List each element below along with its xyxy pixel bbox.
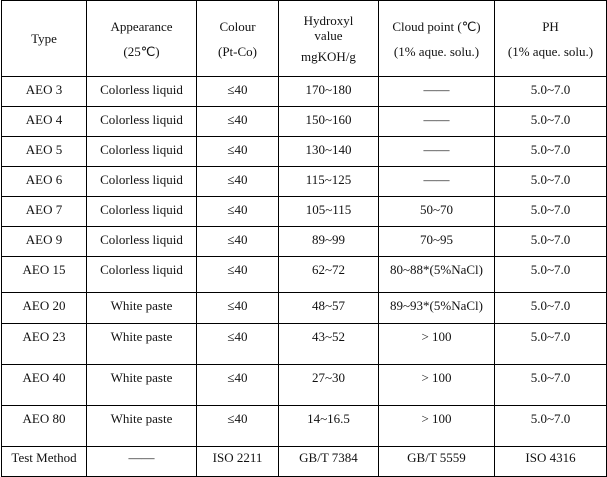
- table-row: [2, 257, 607, 293]
- cell-type: AEO 20: [2, 293, 87, 324]
- header-sublabel: mgKOH/g: [301, 49, 356, 64]
- header-sublabel: (1% aque. solu.): [393, 43, 480, 59]
- cell-colour: ≤40: [197, 406, 279, 447]
- header-label: Type: [31, 31, 57, 46]
- cell-appearance: Colorless liquid: [87, 257, 197, 293]
- header-sublabel: (Pt-Co): [218, 43, 257, 59]
- cell-cloud-point: 50~70: [379, 197, 495, 227]
- cell-appearance: Colorless liquid: [87, 167, 197, 197]
- cell-type: AEO 15: [2, 257, 87, 293]
- table-row: [2, 107, 607, 137]
- cell-hydroxyl-value: GB/T 7384: [279, 447, 379, 477]
- cell-hydroxyl-value: 27~30: [279, 365, 379, 406]
- header-label: Colour: [219, 18, 256, 34]
- header-label: PH: [542, 18, 559, 34]
- cell-hydroxyl-value: 48~57: [279, 293, 379, 324]
- cell-ph: 5.0~7.0: [495, 365, 607, 406]
- product-spec-table: [1, 0, 607, 477]
- header-label: Hydroxyl value: [303, 13, 354, 43]
- cell-hydroxyl-value: 43~52: [279, 324, 379, 365]
- cell-colour: ≤40: [197, 257, 279, 293]
- header-type: [2, 1, 87, 77]
- cell-cloud-point: > 100: [379, 365, 495, 406]
- cell-hydroxyl-value: 89~99: [279, 227, 379, 257]
- cell-cloud-point: ——: [379, 167, 495, 197]
- cell-hydroxyl-value: 62~72: [279, 257, 379, 293]
- cell-ph: 5.0~7.0: [495, 257, 607, 293]
- cell-colour: ≤40: [197, 77, 279, 107]
- cell-type: AEO 9: [2, 227, 87, 257]
- cell-hydroxyl-value: 14~16.5: [279, 406, 379, 447]
- cell-hydroxyl-value: 105~115: [279, 197, 379, 227]
- header-ph: [495, 1, 607, 77]
- table-row: [2, 365, 607, 406]
- cell-ph: 5.0~7.0: [495, 137, 607, 167]
- cell-type: AEO 3: [2, 77, 87, 107]
- cell-appearance: ——: [87, 447, 197, 477]
- cell-hydroxyl-value: 150~160: [279, 107, 379, 137]
- header-sublabel: (1% aque. solu.): [507, 43, 594, 59]
- cell-colour: ≤40: [197, 324, 279, 365]
- cell-cloud-point: > 100: [379, 324, 495, 365]
- header-appearance: [87, 1, 197, 77]
- cell-colour: ≤40: [197, 107, 279, 137]
- cell-colour: ISO 2211: [197, 447, 279, 477]
- cell-cloud-point: ——: [379, 107, 495, 137]
- cell-colour: ≤40: [197, 293, 279, 324]
- cell-ph: 5.0~7.0: [495, 107, 607, 137]
- cell-type: AEO 80: [2, 406, 87, 447]
- cell-appearance: Colorless liquid: [87, 107, 197, 137]
- header-hydroxyl: [279, 1, 379, 77]
- cell-colour: ≤40: [197, 137, 279, 167]
- table-row: [2, 137, 607, 167]
- cell-ph: 5.0~7.0: [495, 324, 607, 365]
- cell-appearance: Colorless liquid: [87, 197, 197, 227]
- cell-appearance: Colorless liquid: [87, 77, 197, 107]
- header-label: Appearance: [110, 18, 173, 34]
- cell-appearance: White paste: [87, 324, 197, 365]
- cell-ph: 5.0~7.0: [495, 77, 607, 107]
- table-row: [2, 406, 607, 447]
- cell-ph: 5.0~7.0: [495, 167, 607, 197]
- cell-colour: ≤40: [197, 365, 279, 406]
- cell-ph: 5.0~7.0: [495, 406, 607, 447]
- cell-hydroxyl-value: 170~180: [279, 77, 379, 107]
- header-row: [2, 1, 607, 77]
- cell-ph: 5.0~7.0: [495, 293, 607, 324]
- cell-hydroxyl-value: 115~125: [279, 167, 379, 197]
- cell-colour: ≤40: [197, 197, 279, 227]
- cell-cloud-point: ——: [379, 77, 495, 107]
- table-row: [2, 167, 607, 197]
- cell-type: AEO 40: [2, 365, 87, 406]
- cell-type: AEO 7: [2, 197, 87, 227]
- cell-cloud-point: 70~95: [379, 227, 495, 257]
- header-label: Cloud point (℃): [392, 18, 481, 34]
- cell-appearance: White paste: [87, 293, 197, 324]
- table-row: [2, 293, 607, 324]
- test-method-row: [2, 447, 607, 477]
- cell-appearance: Colorless liquid: [87, 137, 197, 167]
- table-row: [2, 77, 607, 107]
- cell-appearance: Colorless liquid: [87, 227, 197, 257]
- cell-cloud-point: ——: [379, 137, 495, 167]
- cell-type: AEO 23: [2, 324, 87, 365]
- cell-ph: 5.0~7.0: [495, 227, 607, 257]
- table-row: [2, 324, 607, 365]
- cell-type: AEO 5: [2, 137, 87, 167]
- cell-colour: ≤40: [197, 227, 279, 257]
- cell-cloud-point: 80~88*(5%NaCl): [379, 257, 495, 293]
- cell-type: AEO 4: [2, 107, 87, 137]
- cell-cloud-point: GB/T 5559: [379, 447, 495, 477]
- cell-appearance: White paste: [87, 365, 197, 406]
- table-row: [2, 197, 607, 227]
- cell-cloud-point: > 100: [379, 406, 495, 447]
- cell-colour: ≤40: [197, 167, 279, 197]
- header-colour: [197, 1, 279, 77]
- cell-ph: 5.0~7.0: [495, 197, 607, 227]
- cell-cloud-point: 89~93*(5%NaCl): [379, 293, 495, 324]
- cell-hydroxyl-value: 130~140: [279, 137, 379, 167]
- table-row: [2, 227, 607, 257]
- cell-ph: ISO 4316: [495, 447, 607, 477]
- cell-type: AEO 6: [2, 167, 87, 197]
- header-cloud-point: [379, 1, 495, 77]
- header-sublabel: (25℃): [123, 43, 160, 59]
- cell-appearance: White paste: [87, 406, 197, 447]
- cell-type: Test Method: [2, 447, 87, 477]
